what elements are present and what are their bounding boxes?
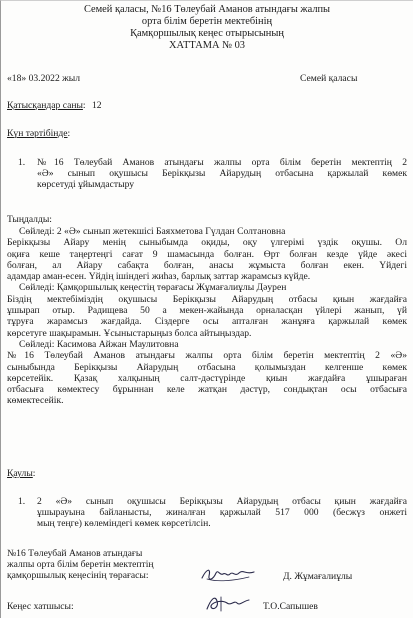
document-header — [1, 4, 413, 52]
attendees-colon: : — [82, 100, 86, 111]
agenda-heading-line — [7, 128, 70, 139]
chair-line-3: қамқоршылық кеңесінің төрағасы: — [7, 570, 149, 582]
agenda-line-3: көрсетуді ұйымдастыру — [37, 179, 135, 191]
attendees-line — [7, 100, 102, 111]
secretary-name: Т.О.Сапышев — [263, 601, 318, 612]
header-line-school: Семей қаласы, №16 Төлеубай Аманов атындағы жалпы — [83, 4, 331, 15]
listened-speaker-1: Сөйледі: 2 «Ә» сынып жетекшісі Баяхметова Гүлдан Солтановна — [19, 226, 286, 237]
agenda-item — [37, 157, 407, 191]
listened-text-3-line-4: отбасыға көмектесу бұрыннан келе жатқан дәстүр, сондықтан осы отбасыға — [7, 384, 407, 396]
decision-item — [37, 496, 407, 530]
listened-speaker-2: Сөйледі: Қамқоршылық кеңестің төрағасы Жұмағалиұлы Дәурен — [19, 282, 287, 294]
decision-heading: Қаулы — [7, 468, 33, 479]
agenda-line-1: №16 Төлеубай Аманов атындағы жалпы орта білім беретін мектептің 2 — [37, 157, 407, 168]
listened-text-3-line-5: көмектесейік. — [7, 395, 64, 407]
listened-heading: Тыңдалды: — [7, 214, 52, 225]
listened-text-3-line-2: сыныбында Берікқызы Айарудың отбасына қолымыздан келгенше көмек — [7, 361, 407, 373]
listened-text-2-line-4: көрсетуге шақырамын. Ұсыныстарыңыз болса айтыңыздар. — [7, 327, 252, 339]
secretary-handwritten-signature — [201, 591, 253, 615]
chair-signature-block — [7, 548, 154, 582]
listened-text-1-line-4: адамдар аман-есен. Үйдің ішіндегі жиһаз, барлық заттар жарамсыз күйде. — [7, 271, 311, 283]
listened-text-1-line-1: Берікқызы Айару менің сыныбымда оқиды, оқу үлгерімі үздік оқушы. Ол — [7, 237, 407, 249]
decision-line-3: мың теңге) көлеміндегі көмек көрсетілсін. — [37, 518, 211, 530]
document-city: Семей қаласы — [300, 73, 358, 84]
listened-text-2-line-1: Біздің мектебіміздің оқушысы Берікқызы Айарудың отбасы қиын жағдайға — [7, 293, 407, 305]
listened-text-3-line-3: көрсетейік. Қазақ халқының салт-дәстүрінде қиын жағдайға ұшыраған — [7, 372, 407, 384]
chair-line-2: жалпы орта білім беретін мектептің — [7, 559, 154, 571]
decision-colon: : — [32, 468, 36, 479]
chair-line-1: №16 Төлеубай Аманов атындағы — [7, 548, 143, 559]
agenda-line-2: «Ә» сынып оқушысы Берікқызы Айарудың отбасына қаржылай көмек — [37, 168, 407, 180]
document-date: «18» 03.2022 жыл — [7, 73, 81, 84]
decision-item-number: 1. — [18, 496, 26, 507]
listened-speaker-3: Сөйледі: Касимова Айжан Маулитовна — [19, 338, 179, 350]
agenda-colon: : — [67, 128, 71, 139]
listened-text-2-line-2: ұшырап отыр. Радищева 50 а мекен-жайында орналасқан үйлері жанып, үй — [7, 305, 407, 317]
listened-body — [7, 226, 407, 407]
listened-text-2-line-3: тұруға жарамсыз жағдайда. Сіздерге осы апталған жанұяға қаржылай көмек — [7, 316, 407, 328]
listened-text-1-line-2: оқиға кеше таңертеңгі сағат 9 шамасында болған. Өрт болған кезде үйде әкесі — [7, 248, 407, 260]
listened-text-3-line-1: №16 Төлеубай Аманов атындағы жалпы орта білім беретін мектептің 2 «Ә» — [7, 350, 407, 362]
chair-handwritten-signature — [199, 564, 257, 586]
decision-heading-line — [7, 468, 35, 479]
attendees-label: Қатысқандар саны — [7, 100, 83, 111]
header-line-council: Қамқоршылық кеңес отырысының — [130, 28, 284, 39]
agenda-item-number: 1. — [18, 157, 26, 168]
chair-name: Д. Жұмағалиұлы — [283, 571, 353, 582]
secretary-label: Кеңес хатшысы: — [7, 601, 74, 612]
header-line-school-cont: орта білім беретін мектебінің — [141, 16, 273, 27]
agenda-heading: Күн тәртібінде — [7, 128, 68, 139]
decision-line-1: 2 «Ә» сынып оқушысы Берікқызы Айарудың отбасы қиын жағдайға — [37, 496, 407, 507]
header-line-protocol-number: ХАТТАМА № 03 — [168, 40, 246, 51]
attendees-count: 12 — [92, 100, 102, 111]
listened-text-1-line-3: болған, ал Айару сабақта болған, анасы жұмыста болған екен. Үйдегі — [7, 259, 407, 271]
decision-line-2: ұшырауына байланысты, жиналған қаржылай 517 000 (бесжүз онжеті — [37, 507, 407, 519]
